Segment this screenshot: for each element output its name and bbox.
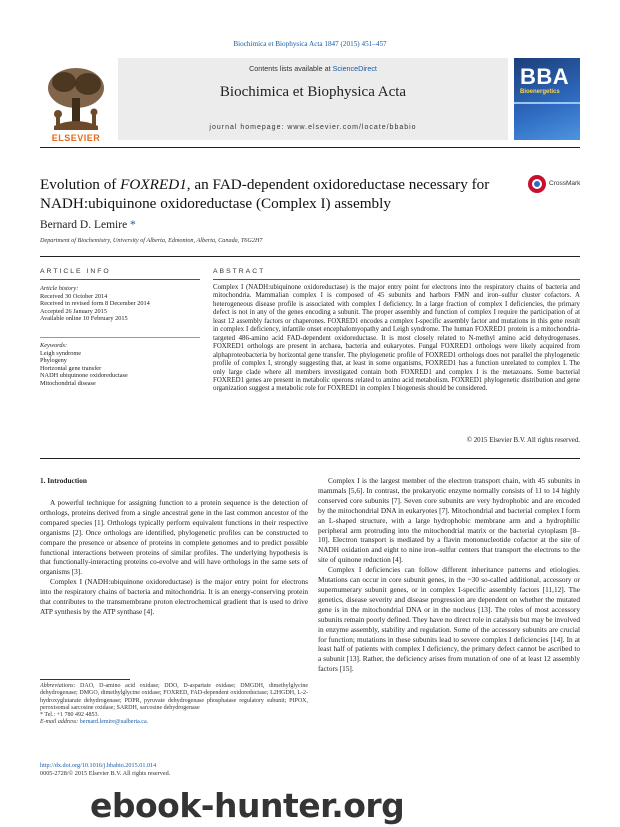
keyword-item: Mitochondrial disease (40, 379, 96, 387)
body-paragraph: Complex I (NADH:ubiquinone oxidoreductase) is the major entry point for electrons into the respiratory chains of bacteria and mitochondria. It is an energy-conserving protein that contributes to the transmembrane proton electrochemical gradient that is used to drive ATP synthesis by the ATP synthase [4]. (40, 577, 308, 616)
history-label: Article history: (40, 285, 79, 292)
body-column-right (318, 476, 580, 674)
footnotes (40, 683, 308, 727)
keyword-item: NADH ubiquinone oxidoreductase (40, 372, 128, 380)
abstract-copyright: © 2015 Elsevier B.V. All rights reserved. (466, 437, 580, 444)
doi-link[interactable]: http://dx.doi.org/10.1016/j.bbabio.2015.01.014 (40, 762, 157, 769)
abstract-text: Complex I (NADH:ubiquinone oxidoreductase) is the major entry point for electrons into the respiratory chains of bacteria and mitochondria. Mammalian complex I is composed of 45 subunits and harbors FMN and iron–sulfur cluster cofactors. A heterogeneous disease profile is associated with complex I deficiency. In a large fraction of complex I deficiencies, the primary defect is not in any of the genes encoding a subunit. The proper assembly and function of complex I require the participation of at least 12 assembly factors or chaperones. FOXRED1 encodes a complex I-specific assembly factor and mutations in this gene result in complex I deficiency, infantile onset encephalomyopathy and Leigh syndrome. The human FOXRED1 protein is a mitochondria-targeted 486-amino acid FAD-dependent oxidoreductase. It is most closely related to N-methyl amino acid dehydrogenases. FOXRED1 orthologs are present in archaea, bacteria and eukaryotes. Fungal FOXRED1 orthologs were likely acquired from alphaproteobacteria by horizontal gene transfer. The phylogenetic profile of FOXRED1 orthologs does not parallel the phylogenetic profile of complex I, strongly suggesting that, at least in some organisms, FOXRED1 has a function unrelated to complex I. The only large clade where all members investigated contain both FOXRED1 and complex I is the metazoans. Some bacterial FOXRED1 genes are present in metabolic operons related to amino acid metabolism. FOXRED1 phylogenetic distribution and gene organization suggest a metabolic role for FOXRED1 in complex I biogenesis should be considered. (213, 284, 580, 393)
journal-banner (40, 58, 580, 143)
keywords-label: Keywords: (40, 342, 68, 349)
article-title (40, 175, 510, 213)
keyword-item: Phylogeny (40, 357, 67, 365)
journal-title: Biochimica et Biophysica Acta (219, 84, 407, 100)
corresponding-author-mark[interactable]: * (130, 219, 136, 231)
cover-subtitle: Bioenergetics (520, 89, 560, 95)
author-affiliation: Department of Biochemistry, University of Alberta, Edmonton, Alberta, Canada, T6G2H7 (40, 237, 263, 244)
journal-cover-image (514, 58, 580, 140)
history-item: Received in revised form 8 December 2014 (40, 300, 150, 308)
body-paragraph: Complex I is the largest member of the electron transport chain, with 45 subunits in mammals [5,6]. In contrast, the prokaryotic enzyme normally consists of 11 to 14 highly conserved core subunits [7]. Seven core subunits are very hydrophobic and are encoded by the mitochondrial DNA in eukaryotes [7]. Mitochondrial and bacterial complex I form an L-shaped structure, with a large hydrophobic membrane arm and a hydrophilic peripheral arm protruding into the mitochondrial matrix or the bacterial cytoplasm [8–10]. Electron transport is mediated by a flavin mononucleotide cofactor at the site of NADH oxidation and eight to nine iron–sulfur centers that transport the electrons to the site of quinone reduction [4]. (318, 476, 580, 565)
issn-line: 0005-2728/© 2015 Elsevier B.V. All rights reserved. (40, 770, 171, 777)
watermark-text: ebook-hunter.org (90, 786, 405, 825)
body-paragraph: Complex I deficiencies can follow different inheritance patterns and etiologies. Mutations can occur in core subunit genes, in the ~30 so-called additional, accessory or supernumerary subunit genes, or in complex I-specific assembly factors [11,12]. The genetics, disease severity and disease progression are dependent on whether the mutated gene is in the mitochondrial DNA or in the nucleus [13]. The roles of most accessory subunits remain poorly defined. They have no direct role in catalysis but may be involved in enzyme assembly, stability and regulation. Some of the accessory subunits are crucial for function; mutations in these subunits lead to severe complex I deficiencies [14]. In at least half of patients with complex I deficiency, the primary defect cannot be ascribed to a subunit [13]. Rather, the deficiency arises from mutation of one of at least 12 assembly factors [15]. (318, 565, 580, 674)
history-item: Available online 10 February 2015 (40, 315, 128, 323)
body-paragraph: A powerful technique for assigning function to a protein sequence is the detection of orthologs, proteins derived from a single ancestral gene in the last common ancestor of the compared species [1]. Orthologs typically perform equivalent functions in their respective organisms [2]. Once orthologs are identified, phylogenetic profiles can be constructed to compare the presence or absence of proteins in complete genomes and to predict possible functional interactions between proteins of similar profiles. The underlying hypothesis is that functionally-interacting proteins co-evolve and will have orthologs in the same sets of organisms [3]. (40, 498, 308, 577)
title-part-2: , an FAD-dependent oxidoreductase necessary for NADH:ubiquinone oxidoreductase (Complex I) assembly (40, 176, 490, 212)
abbreviations-footnote (40, 683, 308, 712)
history-item: Received 30 October 2014 (40, 292, 108, 300)
abstract-rule (213, 279, 580, 280)
section-heading-introduction: 1. Introduction (40, 476, 87, 485)
journal-homepage[interactable]: journal homepage: www.elsevier.com/locate/bbabio (209, 124, 417, 131)
keywords-rule (40, 337, 200, 338)
abbreviations-label: Abbreviations: (40, 683, 76, 689)
email-label: E-mail address: (40, 719, 80, 726)
abstract-heading: ABSTRACT (213, 268, 266, 275)
author-line (40, 219, 136, 231)
journal-header-box (118, 58, 508, 140)
crossmark-label: CrossMark (549, 180, 581, 187)
crossmark-icon (528, 175, 546, 193)
history-item: Accepted 26 January 2015 (40, 307, 107, 315)
journal-citation[interactable]: Biochimica et Biophysica Acta 1847 (2015) 451–457 (233, 40, 387, 48)
affiliation-rule (40, 256, 580, 257)
contents-line (118, 64, 508, 73)
publisher-name: ELSEVIER (51, 133, 101, 143)
crossmark-badge[interactable] (528, 175, 580, 195)
keyword-item: Horizontal gene transfer (40, 364, 102, 372)
article-history (40, 285, 200, 323)
author-email-link[interactable]: bernard.lemire@ualberta.ca. (79, 719, 149, 726)
abbreviations-text: DAO, D-amino acid oxidase; DDO, D-aspartate oxidase; DMGDH, dimethylglycine dehydrogenase; DMGO, dimethylglycine oxidase; FOXRED, FAD-dependent oxidoreductase; L2HGDH, L-2-hydroxyglutarate dehydrogenase; PDPR, pyruvate dehydrogenase phosphatase regulatory subunit; PIPOX, peroxisomal sarcosine oxidase; SARDH, sarcosine dehydrogenase (40, 683, 308, 711)
cover-title: BBA (520, 64, 570, 89)
email-footnote (40, 719, 308, 726)
header-rule (40, 147, 580, 148)
telephone-footnote: * Tel.: +1 780 492 4853. (40, 712, 100, 719)
article-info-rule (40, 279, 200, 280)
sciencedirect-link[interactable]: ScienceDirect (332, 64, 377, 73)
contents-prefix: Contents lists available at (249, 64, 333, 73)
keywords-block (40, 342, 200, 388)
abstract-end-rule (40, 458, 580, 459)
article-info-heading: ARTICLE INFO (40, 268, 111, 275)
footnote-rule (40, 679, 130, 680)
keyword-item: Leigh syndrome (40, 349, 82, 357)
doi-block (40, 762, 170, 778)
author-name: Bernard D. Lemire (40, 219, 128, 231)
title-gene-name: FOXRED1 (120, 176, 187, 193)
elsevier-tree-logo-icon (40, 62, 112, 134)
cover-divider (514, 102, 580, 104)
body-column-left (40, 498, 308, 617)
title-part-1: Evolution of (40, 176, 121, 193)
